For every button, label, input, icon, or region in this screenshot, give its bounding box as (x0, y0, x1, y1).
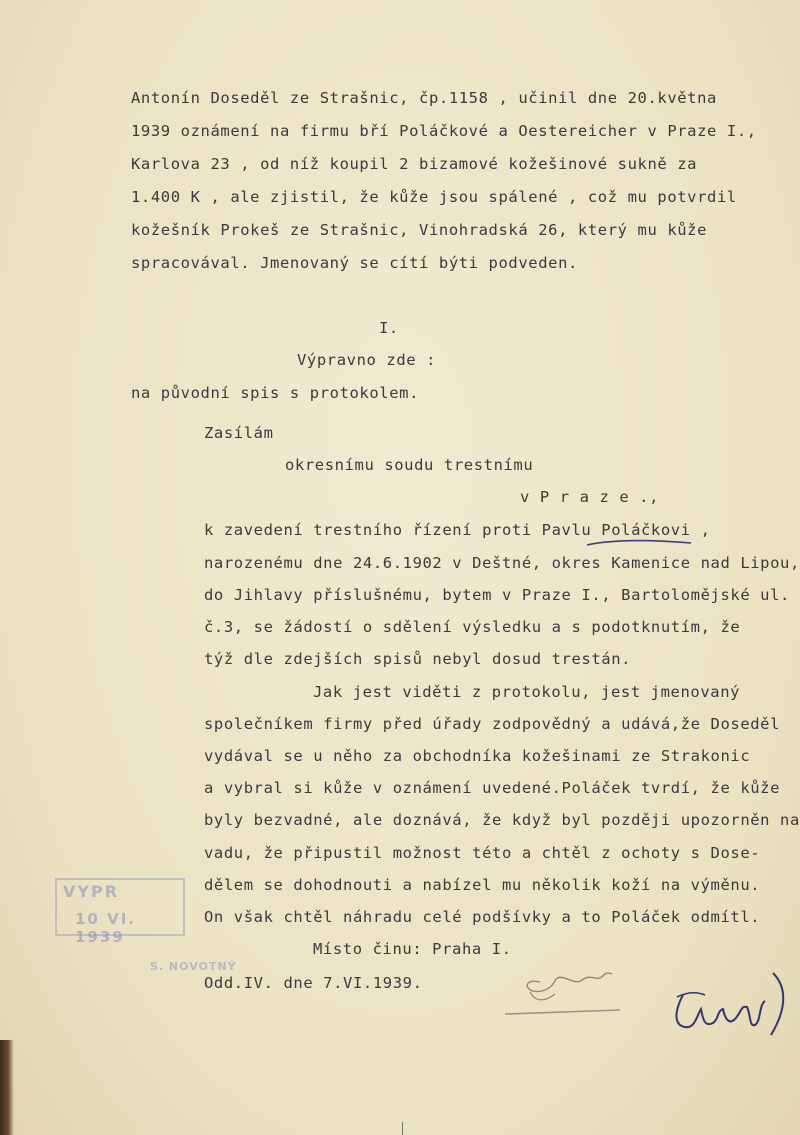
text-line: spracovával. Jmenovaný se cítí býti podveden. (131, 254, 578, 272)
text-line: On však chtěl náhradu celé podšívky a to Poláček odmítl. (204, 908, 761, 926)
text-line: do Jihlavy příslušnému, bytem v Praze I., Bartolomějské ul. (204, 586, 790, 604)
dispatch-heading: Výpravno zde : (297, 351, 437, 369)
dispatch-line: na původní spis s protokolem. (131, 384, 420, 402)
text-line: narozenému dne 24.6.1902 v Deštné, okres Kamenice nad Lipou, (204, 554, 800, 572)
stamp-label: VYPR (63, 882, 120, 901)
handwritten-underline (585, 537, 695, 549)
place-of-crime: Místo činu: Praha I. (313, 940, 512, 958)
stamp-date: 10 VI. 1939 (75, 910, 136, 946)
send-word: Zasílám (204, 424, 274, 442)
department-date: Odd.IV. dne 7.VI.1939. (204, 974, 423, 992)
text-line: kožešník Prokeš ze Strašnic, Vinohradská 26, který mu kůže (131, 221, 708, 239)
text-line: dělem se dohodnouti a nabízel mu několik koží na výměnu. (204, 876, 761, 894)
text-line: týž dle zdejších spisů nebyl dosud trestán. (204, 650, 632, 668)
name-stamp: S. NOVOTNÝ (150, 960, 237, 973)
text-line: 1939 oznámení na firmu bří Poláčkové a Oestereicher v Praze I., (131, 122, 757, 140)
recipient: okresnímu soudu trestnímu (285, 456, 534, 474)
text-line: byly bezvadné, ale doznává, že když byl později upozorněn na (204, 811, 800, 829)
text-line: vadu, že připustil možnost této a chtěl z ochoty s Dose- (204, 844, 761, 862)
signature-ink (665, 965, 795, 1045)
text-line: k zavedení trestního řízení proti Pavlu Poláčkovi , (204, 521, 711, 539)
section-number: I. (379, 319, 399, 337)
text-line: a vybral si kůže v oznámení uvedené.Poláček tvrdí, že kůže (204, 779, 781, 797)
recipient-city: v P r a z e ., (520, 488, 660, 506)
text-line: Jak jest viděti z protokolu, jest jmenovaný (313, 683, 741, 701)
text-line: Antonín Doseděl ze Strašnic, čp.1158 , učinil dne 20.května (131, 89, 717, 107)
scan-edge-shadow (0, 1040, 14, 1135)
text-line: vydával se u něho za obchodníka kožešinami ze Strakonic (204, 747, 751, 765)
text-line: č.3, se žádostí o sdělení výsledku a s podotknutím, že (204, 618, 741, 636)
scan-mark (402, 1122, 403, 1135)
text-line: společníkem firmy před úřady zodpovědný a udává,že Doseděl (204, 715, 781, 733)
date-stamp (55, 878, 185, 946)
signature-faint (500, 962, 630, 1022)
text-line: 1.400 K , ale zjistil, že kůže jsou spálené , což mu potvrdil (131, 188, 737, 206)
text-line: Karlova 23 , od níž koupil 2 bizamové kožešinové sukně za (131, 155, 698, 173)
